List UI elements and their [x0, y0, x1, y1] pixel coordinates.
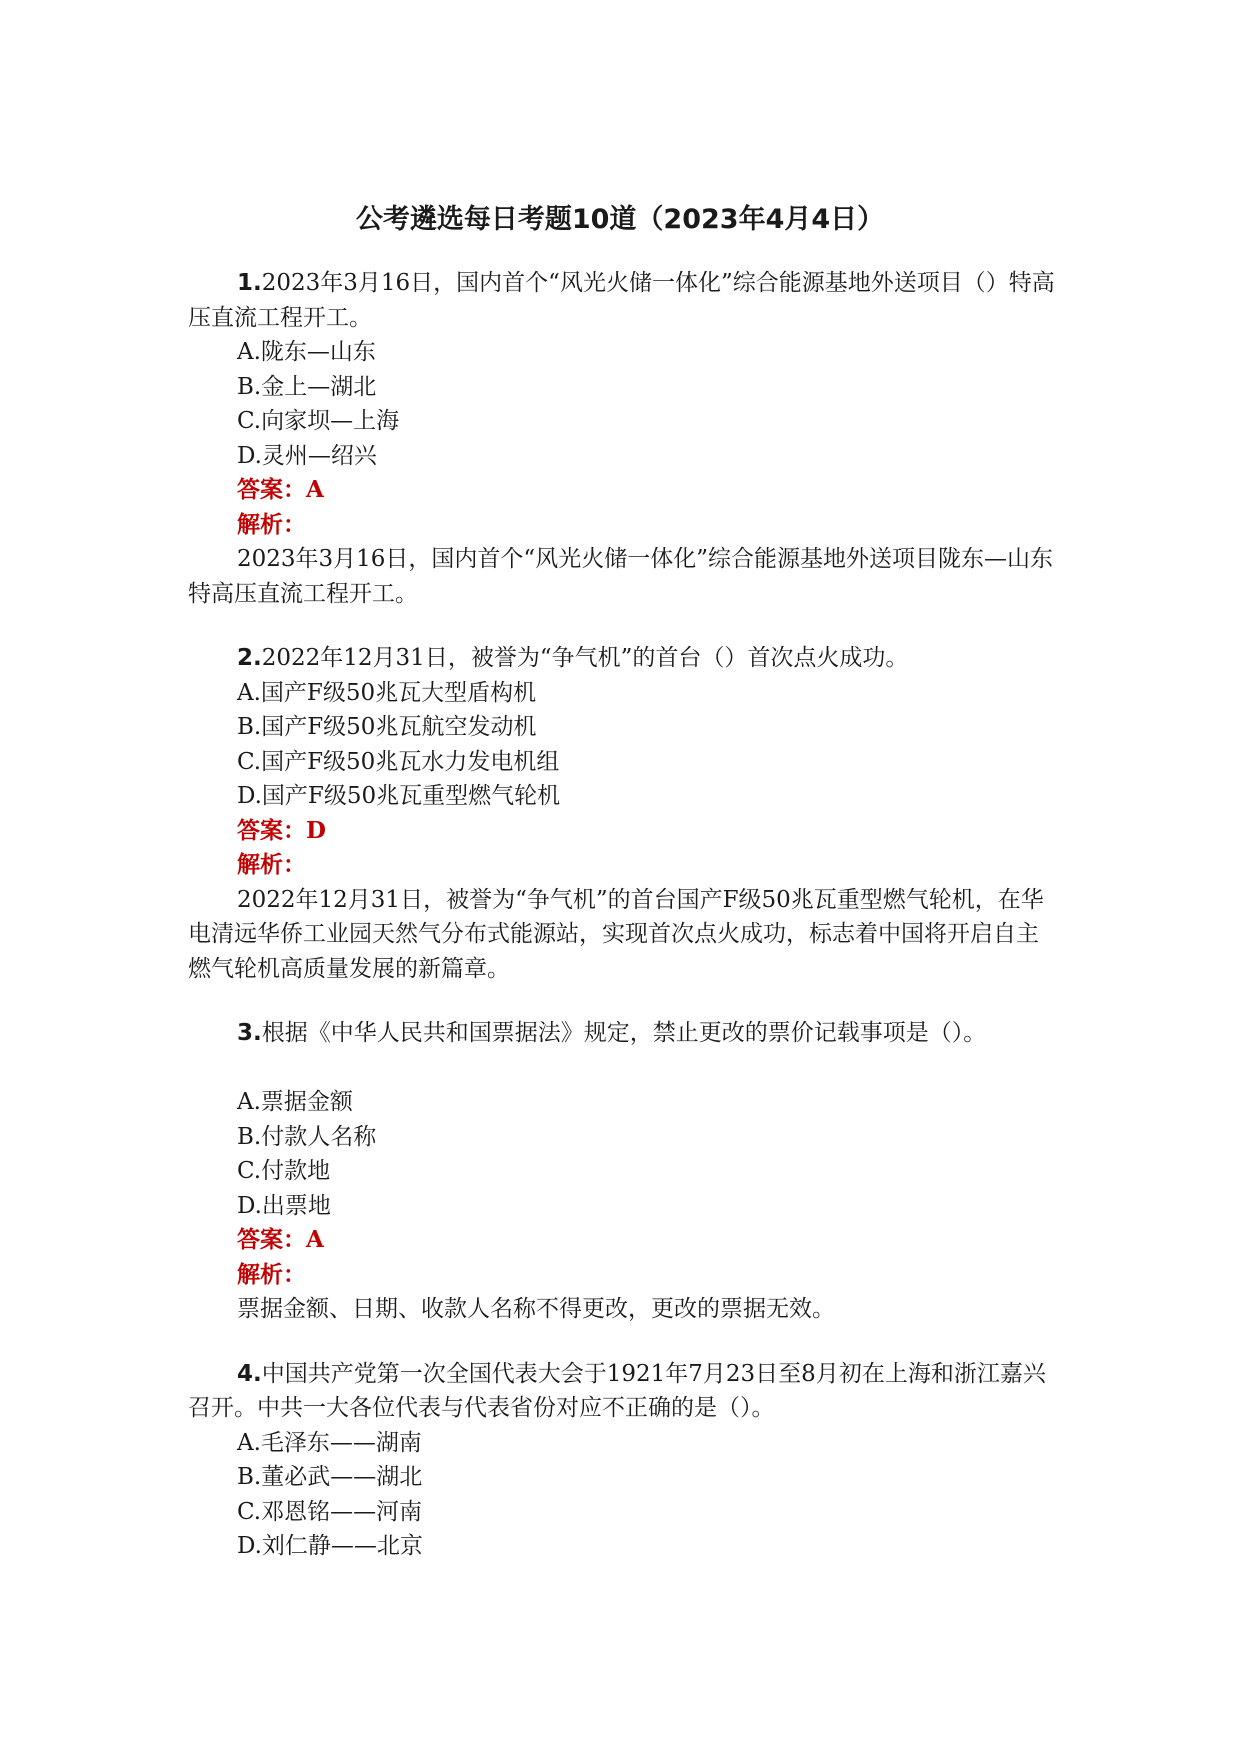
question-number: 3. [237, 1020, 262, 1046]
answer: 答案：A [237, 476, 324, 503]
option-c: C.向家坝—上海 [237, 408, 400, 434]
question-4 [188, 1357, 1060, 1564]
option-d: D.国产F级50兆瓦重型燃气轮机 [237, 783, 561, 809]
blank-line [188, 1051, 1060, 1086]
option-b: B.金上—湖北 [237, 373, 377, 400]
option-d: D.灵州—绍兴 [237, 442, 377, 469]
option-d: D.刘仁静——北京 [237, 1533, 423, 1559]
question-number: 2. [237, 645, 262, 671]
option-b: B.董必武——湖北 [237, 1464, 423, 1490]
analysis-text: 2022年12月31日，被誉为“争气机”的首台国产F级50兆瓦重型燃气轮机，在华电清远华侨工业园天然气分布式能源站，实现首次点火成功，标志着中国将开启自主燃气轮机高质量发展的新篇章。 [188, 886, 1044, 982]
question-2 [188, 641, 1060, 986]
question-text: 2022年12月31日，被誉为“争气机”的首台（）首次点火成功。 [261, 645, 909, 671]
question-text: 根据《中华人民共和国票据法》规定，禁止更改的票价记载事项是（）。 [261, 1020, 987, 1046]
question-stem [188, 1357, 1060, 1426]
question-text: 中国共产党第一次全国代表大会于1921年7月23日至8月初在上海和浙江嘉兴召开。中共一大各位代表与代表省份对应不正确的是（）。 [188, 1360, 1046, 1421]
option-a: A.国产F级50兆瓦大型盾构机 [237, 679, 537, 706]
option-b: B.付款人名称 [237, 1123, 377, 1150]
option-d: D.出票地 [237, 1192, 331, 1219]
option-c: C.付款地 [237, 1158, 331, 1184]
analysis-label: 解析： [237, 510, 306, 538]
analysis-label: 解析： [237, 1260, 306, 1288]
analysis-text: 票据金额、日期、收款人名称不得更改，更改的票据无效。 [237, 1296, 835, 1322]
option-c: C.邓恩铭——河南 [237, 1498, 423, 1525]
question-number: 4. [237, 1360, 262, 1387]
option-b: B.国产F级50兆瓦航空发动机 [237, 714, 537, 740]
question-stem [188, 266, 1060, 335]
analysis-text: 2023年3月16日，国内首个“风光火储一体化”综合能源基地外送项目陇东—山东特高压直流工程开工。 [188, 546, 1053, 607]
question-text: 2023年3月16日，国内首个“风光火储一体化”综合能源基地外送项目（）特高压直流工程开工。 [188, 270, 1055, 331]
option-c: C.国产F级50兆瓦水力发电机组 [237, 748, 560, 775]
answer: 答案：A [237, 1226, 324, 1253]
option-a: A.陇东—山东 [237, 339, 376, 365]
option-a: A.票据金额 [237, 1089, 353, 1115]
question-3 [188, 1016, 1060, 1327]
page-title: 公考遴选每日考题10道（2023年4月4日） [355, 204, 885, 235]
answer: 答案：D [237, 816, 326, 844]
option-a: A.毛泽东——湖南 [237, 1429, 422, 1456]
question-number: 1. [237, 270, 262, 296]
question-list [188, 266, 1060, 1594]
question-1 [188, 266, 1060, 611]
question-stem [188, 1016, 1060, 1051]
question-stem [188, 641, 1060, 676]
analysis-label: 解析： [237, 851, 306, 878]
